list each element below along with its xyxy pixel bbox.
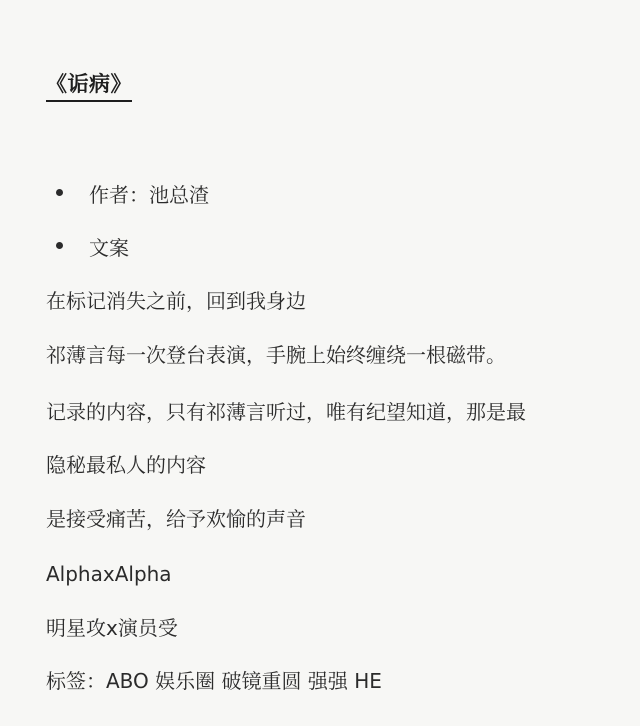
text-line: 隐秘最私人的内容: [46, 453, 206, 477]
text-line: 是接受痛苦，给予欢愉的声音: [46, 507, 306, 531]
bullet-icon: [56, 242, 63, 249]
text-line: AlphaxAlpha: [46, 562, 172, 586]
text-line: 记录的内容，只有祁薄言听过，唯有纪望知道，那是最: [46, 400, 526, 424]
bullet-label: 作者：池总渣: [89, 183, 209, 207]
tags-line: 标签：ABO 娱乐圈 破镜重圆 强强 HE: [46, 669, 382, 693]
text-line: 在标记消失之前，回到我身边: [46, 289, 306, 313]
text-line: 祁薄言每一次登台表演，手腕上始终缠绕一根磁带。: [46, 343, 506, 367]
bullet-item-author: [56, 181, 209, 209]
bullet-label: 文案: [89, 236, 129, 260]
book-title: 《诟病》: [46, 70, 132, 102]
bullet-item-synopsis: [56, 234, 129, 262]
bullet-icon: [56, 189, 63, 196]
text-line: 明星攻x演员受: [46, 616, 178, 640]
